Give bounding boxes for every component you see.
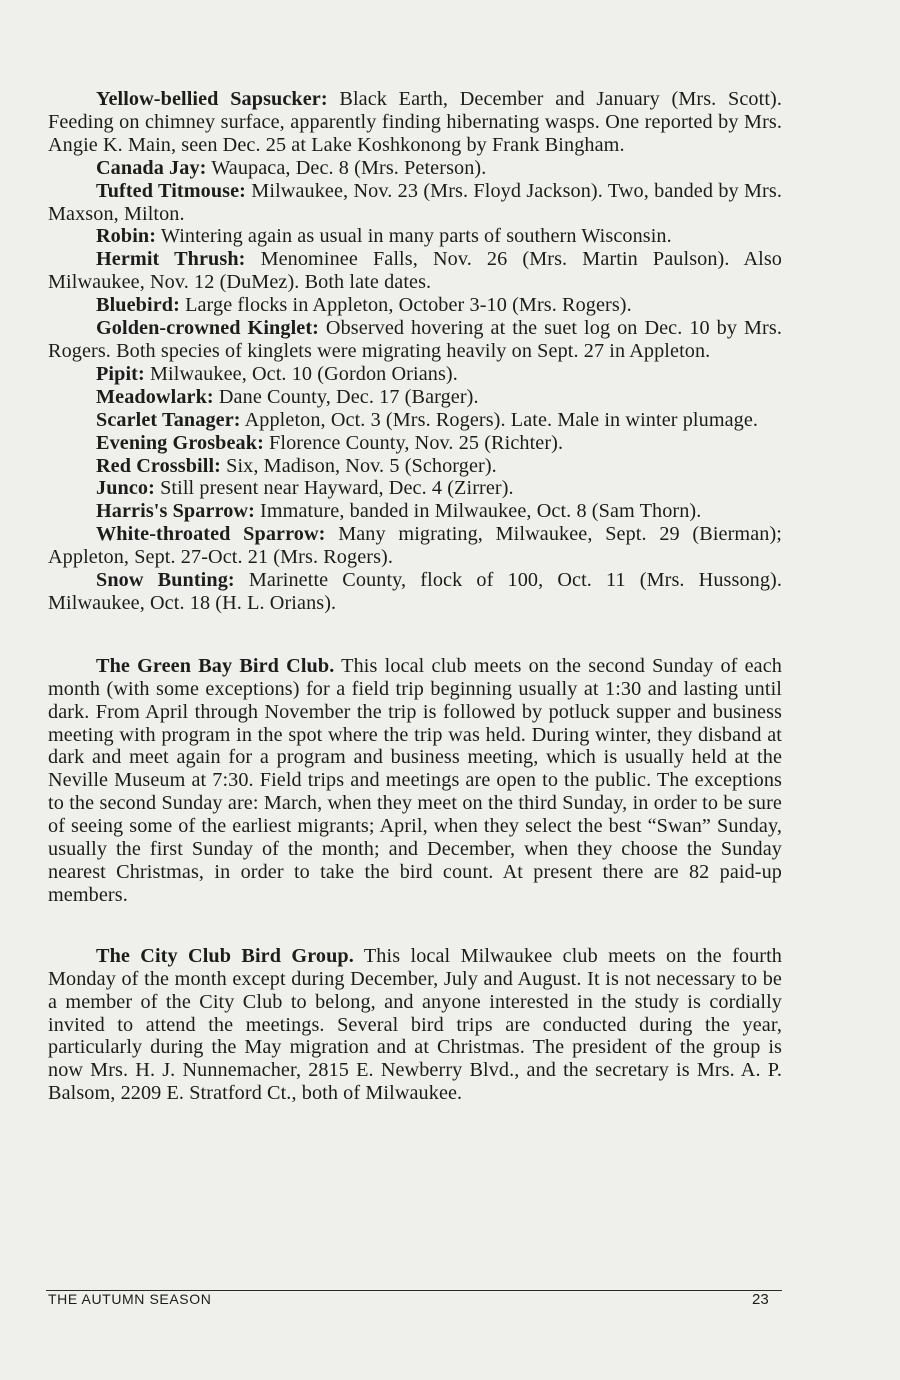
species-entry — [48, 386, 782, 409]
species-entry — [48, 157, 782, 180]
species-entry — [48, 248, 782, 294]
species-name: Scarlet Tanager: — [96, 408, 241, 431]
species-name: Golden-crowned Kinglet: — [96, 317, 319, 340]
species-name: Hermit Thrush: — [96, 248, 246, 271]
species-note: Marinette County, flock of 100, Oct. 11 (Mrs. Hussong). Milwaukee, Oct. 18 (H. L. Orians). — [48, 569, 782, 614]
page-number: 23 — [752, 1291, 769, 1308]
species-note: Waupaca, Dec. 8 (Mrs. Peterson). — [206, 156, 487, 179]
species-name: Junco: — [96, 477, 155, 500]
species-entry — [48, 569, 782, 615]
club-description: This local Milwaukee club meets on the fourth Monday of the month except during December, July and August. It is not necessary to be a member of the City Club to belong, and anyone interested in the study is cordially invited to attend the meetings. Several bird trips are conducted during the year, particularly during the May migration and at Christmas. The president of the group is now Mrs. H. J. Nunnemacher, 2815 E. Newberry Blvd., and the secretary is Mrs. A. P. Balsom, 2209 E. Stratford Ct., both of Milwaukee. — [48, 944, 783, 1105]
species-note: Menominee Falls, Nov. 26 (Mrs. Martin Paulson). Also Milwaukee, Nov. 12 (DuMez). Both late dates. — [48, 248, 783, 294]
species-name: Harris's Sparrow: — [96, 500, 255, 523]
species-entry — [48, 500, 782, 523]
species-name: Pipit: — [96, 362, 145, 385]
species-entry — [48, 455, 782, 478]
species-note: Black Earth, December and January (Mrs. Scott). Feeding on chimney surface, apparently finding hibernating wasps. One reported by Mrs. Angie K. Main, seen Dec. 25 at Lake Koshkonong by Frank Bingham. — [48, 88, 782, 156]
species-note: Still present near Hayward, Dec. 4 (Zirrer). — [154, 477, 514, 500]
species-note: Large flocks in Appleton, October 3-10 (Mrs. Rogers). — [179, 294, 632, 317]
species-name: Evening Grosbeak: — [96, 431, 264, 454]
species-name: Bluebird: — [96, 294, 180, 317]
species-entry — [48, 363, 782, 386]
species-name: Snow Bunting: — [96, 569, 235, 592]
club-paragraph-city-club — [48, 945, 782, 1105]
species-name: White-throated Sparrow: — [96, 523, 326, 546]
species-note: Milwaukee, Nov. 23 (Mrs. Floyd Jackson). Two, banded by Mrs. Maxson, Milton. — [48, 179, 782, 225]
species-note: Appleton, Oct. 3 (Mrs. Rogers). Late. Male in winter plumage. — [240, 408, 759, 431]
species-note: Dane County, Dec. 17 (Barger). — [213, 385, 479, 408]
species-records — [48, 88, 782, 615]
species-note: Six, Madison, Nov. 5 (Schorger). — [220, 454, 497, 477]
species-note: Immature, banded in Milwaukee, Oct. 8 (Sam Thorn). — [254, 500, 702, 523]
species-name: Canada Jay: — [96, 156, 207, 179]
species-entry — [48, 432, 782, 455]
species-entry — [48, 180, 782, 226]
club-title: The Green Bay Bird Club. — [96, 654, 335, 677]
species-note: Observed hovering at the suet log on Dec. 10 by Mrs. Rogers. Both species of kinglets were migrating heavily on Sept. 27 in Appleton. — [48, 317, 782, 362]
species-entry — [48, 523, 782, 569]
species-note: Wintering again as usual in many parts of southern Wisconsin. — [156, 225, 672, 248]
species-name: Meadowlark: — [96, 385, 214, 408]
club-paragraph-green-bay — [48, 655, 782, 907]
page-body — [48, 88, 782, 1105]
species-name: Tufted Titmouse: — [96, 179, 247, 202]
running-footer-title: THE AUTUMN SEASON — [48, 1291, 212, 1307]
species-entry — [48, 317, 782, 363]
species-entry — [48, 477, 782, 500]
species-entry — [48, 409, 782, 432]
species-name: Yellow-bellied Sapsucker: — [96, 88, 328, 110]
club-title: The City Club Bird Group. — [96, 944, 354, 967]
species-name: Red Crossbill: — [96, 454, 221, 477]
species-note: Milwaukee, Oct. 10 (Gordon Orians). — [144, 362, 458, 385]
species-entry — [48, 225, 782, 248]
species-entry — [48, 294, 782, 317]
species-entry — [48, 88, 782, 157]
club-description: This local club meets on the second Sunday of each month (with some exceptions) for a field trip beginning usually at 1:30 and lasting until dark. From April through November the trip is followed by potluck supper and business meeting with program in the spot where the trip was held. During winter, they disband at dark and meet again for a program and business meeting, which is usually held at the Neville Museum at 7:30. Field trips and meetings are open to the public. The exceptions to the second Sunday are: March, when they meet on the third Sunday, in order to be sure of seeing some of the earliest migrants; April, when they select the best “Swan” Sunday, usually the first Sunday of the month; and December, when they choose the Sunday nearest Christmas, in order to take the bird count. At present there are 82 paid-up members. — [48, 654, 782, 906]
species-name: Robin: — [96, 225, 157, 248]
species-note: Many migrating, Milwaukee, Sept. 29 (Bierman); Appleton, Sept. 27-Oct. 21 (Mrs. Rogers). — [48, 523, 783, 569]
species-note: Florence County, Nov. 25 (Richter). — [263, 431, 564, 454]
